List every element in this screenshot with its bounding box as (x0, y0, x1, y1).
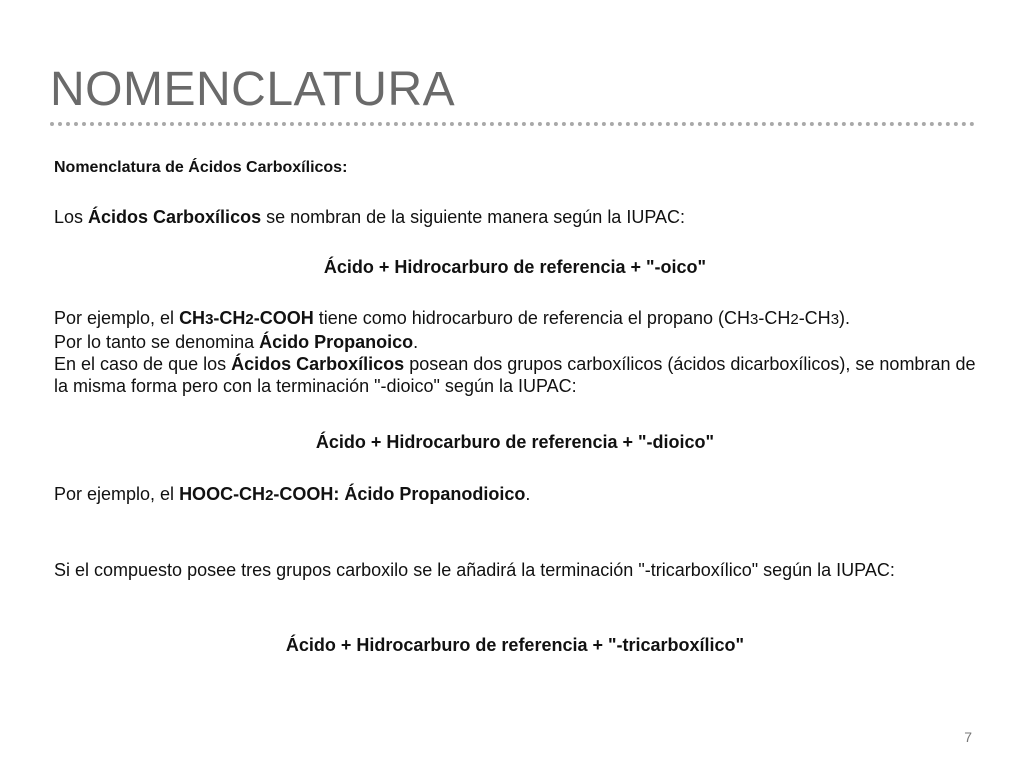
denomina-text: Por lo tanto se denomina (54, 332, 260, 352)
intro-paragraph (54, 206, 976, 228)
formula-oico: Ácido + Hidrocarburo de referencia + "-oico" (323, 257, 707, 277)
formula-tricarboxilico: Ácido + Hidrocarburo de referencia + "-tricarboxílico" (285, 635, 745, 655)
dicarb-text-end: posean dos grupos carboxílicos (ácidos dicarboxílicos), se nombran de la misma forma pero con la terminación "-dioico" según la IUPAC: (54, 354, 976, 396)
denomina-text-end: . (413, 332, 419, 352)
example1-text: ). (839, 308, 851, 328)
section-subheading: Nomenclatura de Ácidos Carboxílicos: (54, 159, 348, 176)
example1-text: tiene como hidrocarburo de referencia el propano (CH (313, 308, 750, 328)
example1-subscript: 3 (205, 311, 214, 328)
formula-dioico: Ácido + Hidrocarburo de referencia + "-dioico" (315, 432, 715, 452)
dotted-divider (50, 122, 975, 126)
example2-text-end: . (525, 484, 531, 504)
example1-formula-part: CH (179, 308, 206, 328)
example2-formula-part: -COOH: Ácido Propanodioico (273, 484, 526, 504)
example1-formula-part: -COOH (253, 308, 314, 328)
example2-subscript: 2 (265, 487, 274, 504)
example1-subscript: 3 (830, 311, 840, 328)
example1-subscript: 2 (245, 311, 254, 328)
dicarb-text: En el caso de que los (54, 354, 232, 374)
intro-bold-term: Ácidos Carboxílicos (88, 207, 262, 227)
denomina-bold-name: Ácido Propanoico (259, 332, 414, 352)
example1-subscript: 3 (750, 311, 759, 328)
page-number: 7 (964, 729, 972, 745)
example1-subscript: 2 (790, 311, 799, 328)
intro-text-end: se nombran de la siguiente manera según la IUPAC: (261, 207, 685, 227)
example-propanodioic (54, 483, 976, 507)
slide-title: NOMENCLATURA (50, 63, 456, 116)
intro-text: Los (54, 207, 89, 227)
tricarboxylic-paragraph: Si el compuesto posee tres grupos carboxilo se le añadirá la terminación "-tricarboxílico" según la IUPAC: (54, 560, 895, 580)
example1-text: -CH (758, 308, 791, 328)
dicarb-bold-term: Ácidos Carboxílicos (231, 354, 405, 374)
example-propanoic (54, 307, 976, 397)
example2-formula-part: HOOC-CH (179, 484, 266, 504)
example1-text: -CH (798, 308, 831, 328)
example1-text: Por ejemplo, el (54, 308, 180, 328)
example1-formula-part: -CH (213, 308, 246, 328)
example2-text: Por ejemplo, el (54, 484, 180, 504)
